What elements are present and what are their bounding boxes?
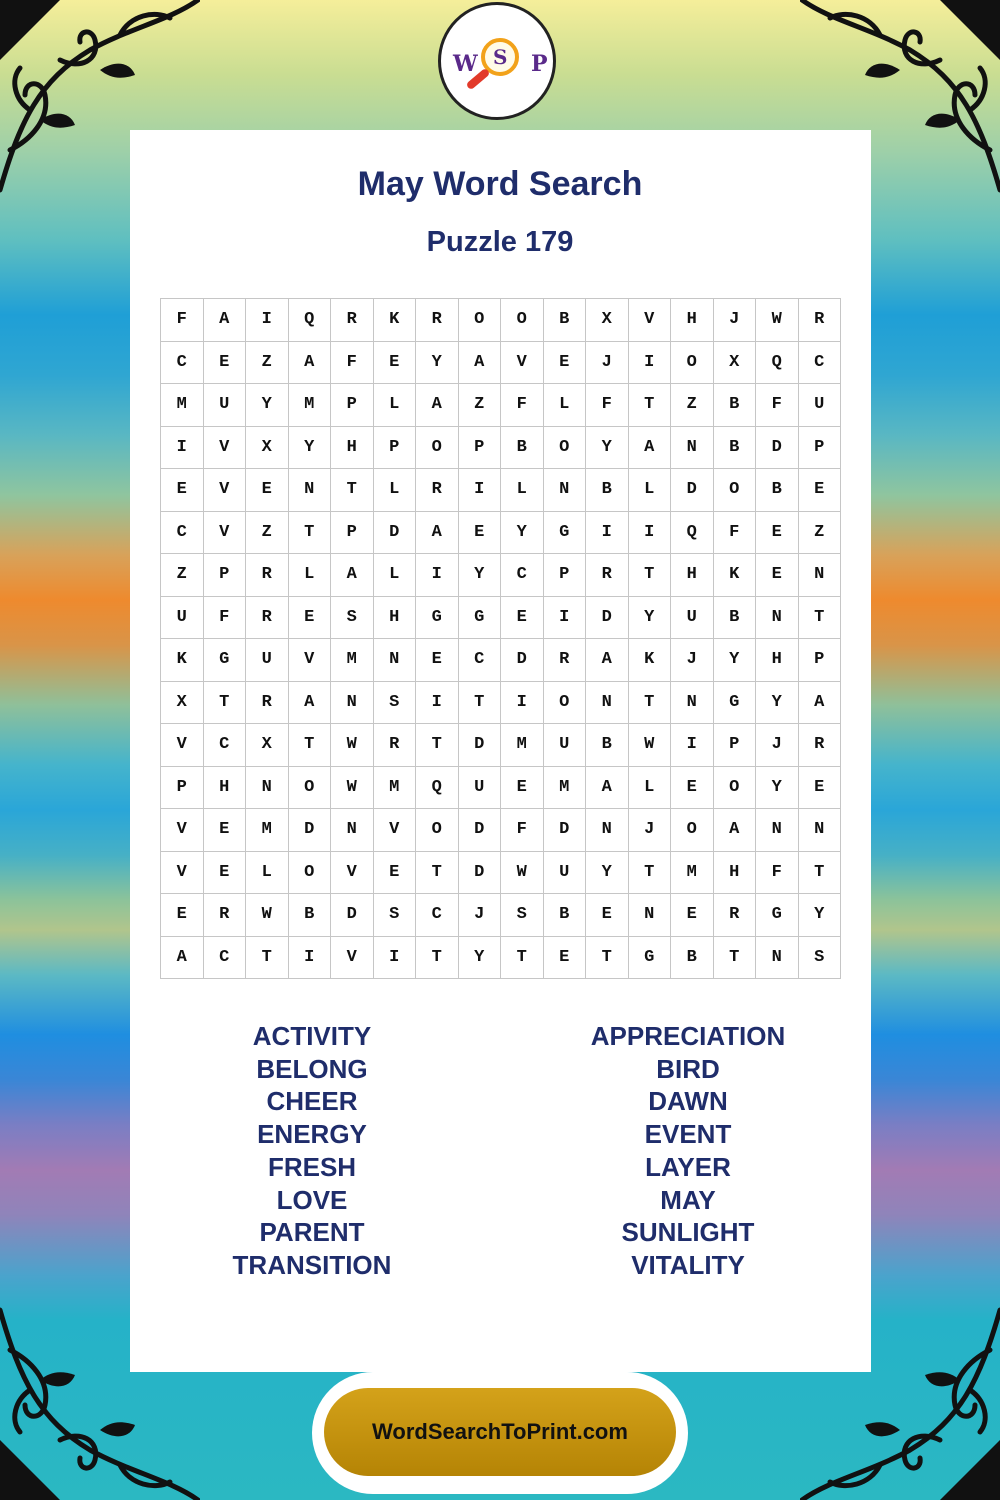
grid-cell: D: [458, 851, 501, 894]
grid-cell: I: [543, 596, 586, 639]
grid-cell: N: [246, 766, 289, 809]
grid-cell: M: [161, 384, 204, 427]
grid-cell: M: [543, 766, 586, 809]
grid-cell: O: [288, 766, 331, 809]
grid-cell: B: [586, 724, 629, 767]
grid-cell: N: [756, 809, 799, 852]
grid-cell: N: [586, 681, 629, 724]
grid-cell: J: [713, 299, 756, 342]
grid-cell: F: [756, 851, 799, 894]
grid-cell: A: [586, 766, 629, 809]
grid-cell: V: [161, 724, 204, 767]
grid-cell: T: [628, 554, 671, 597]
grid-cell: O: [288, 851, 331, 894]
grid-cell: F: [586, 384, 629, 427]
grid-cell: R: [713, 894, 756, 937]
grid-cell: I: [288, 936, 331, 979]
grid-cell: B: [756, 469, 799, 512]
grid-cell: E: [161, 894, 204, 937]
grid-cell: T: [798, 851, 841, 894]
grid-cell: B: [288, 894, 331, 937]
word-item: LAYER: [645, 1151, 731, 1182]
grid-cell: L: [288, 554, 331, 597]
grid-cell: T: [246, 936, 289, 979]
grid-cell: N: [798, 809, 841, 852]
grid-cell: E: [161, 469, 204, 512]
grid-row: [161, 554, 841, 597]
grid-cell: Y: [586, 851, 629, 894]
grid-cell: C: [501, 554, 544, 597]
grid-cell: A: [161, 936, 204, 979]
grid-cell: I: [246, 299, 289, 342]
grid-cell: O: [543, 681, 586, 724]
grid-cell: W: [501, 851, 544, 894]
grid-cell: J: [628, 809, 671, 852]
grid-cell: B: [543, 299, 586, 342]
grid-cell: T: [416, 724, 459, 767]
grid-cell: L: [628, 469, 671, 512]
grid-cell: L: [373, 384, 416, 427]
grid-cell: A: [628, 426, 671, 469]
grid-cell: P: [798, 426, 841, 469]
grid-cell: U: [543, 851, 586, 894]
grid-cell: G: [203, 639, 246, 682]
word-item: FRESH: [267, 1151, 357, 1182]
grid-cell: E: [756, 511, 799, 554]
grid-cell: P: [203, 554, 246, 597]
grid-cell: E: [756, 554, 799, 597]
grid-cell: F: [203, 596, 246, 639]
grid-cell: J: [671, 639, 714, 682]
grid-cell: E: [501, 766, 544, 809]
grid-cell: N: [756, 596, 799, 639]
grid-cell: U: [161, 596, 204, 639]
grid-cell: F: [713, 511, 756, 554]
grid-cell: V: [203, 426, 246, 469]
grid-cell: I: [628, 511, 671, 554]
grid-row: [161, 341, 841, 384]
grid-cell: E: [458, 511, 501, 554]
grid-cell: R: [246, 554, 289, 597]
word-item: BIRD: [656, 1053, 720, 1084]
grid-cell: B: [713, 596, 756, 639]
grid-cell: V: [161, 851, 204, 894]
grid-cell: E: [288, 596, 331, 639]
grid-cell: B: [586, 469, 629, 512]
grid-cell: R: [373, 724, 416, 767]
logo-letter-p: P: [531, 51, 548, 77]
grid-cell: A: [203, 299, 246, 342]
word-list-left: [162, 1020, 462, 1282]
grid-cell: M: [288, 384, 331, 427]
grid-cell: Z: [798, 511, 841, 554]
grid-cell: D: [458, 724, 501, 767]
grid-row: [161, 384, 841, 427]
site-logo: [438, 2, 556, 120]
grid-cell: P: [798, 639, 841, 682]
grid-cell: B: [713, 426, 756, 469]
grid-cell: H: [713, 851, 756, 894]
grid-cell: X: [246, 426, 289, 469]
grid-cell: O: [416, 809, 459, 852]
grid-cell: P: [458, 426, 501, 469]
grid-cell: K: [373, 299, 416, 342]
grid-cell: O: [543, 426, 586, 469]
grid-cell: T: [416, 936, 459, 979]
grid-cell: A: [713, 809, 756, 852]
grid-row: [161, 596, 841, 639]
grid-cell: N: [671, 426, 714, 469]
grid-cell: T: [331, 469, 374, 512]
grid-cell: Q: [671, 511, 714, 554]
grid-row: [161, 766, 841, 809]
grid-cell: V: [628, 299, 671, 342]
grid-row: [161, 894, 841, 937]
grid-cell: F: [161, 299, 204, 342]
grid-cell: X: [586, 299, 629, 342]
grid-cell: V: [331, 936, 374, 979]
grid-cell: T: [288, 511, 331, 554]
grid-cell: N: [288, 469, 331, 512]
grid-cell: I: [161, 426, 204, 469]
grid-cell: R: [331, 299, 374, 342]
grid-cell: V: [501, 341, 544, 384]
grid-cell: Z: [458, 384, 501, 427]
word-item: SUNLIGHT: [621, 1217, 755, 1248]
grid-cell: L: [373, 554, 416, 597]
grid-cell: R: [798, 724, 841, 767]
grid-cell: G: [416, 596, 459, 639]
word-list-right: [538, 1020, 838, 1282]
grid-row: [161, 724, 841, 767]
grid-cell: R: [586, 554, 629, 597]
grid-cell: Y: [458, 554, 501, 597]
grid-cell: E: [501, 596, 544, 639]
grid-cell: O: [713, 766, 756, 809]
grid-cell: W: [331, 724, 374, 767]
grid-cell: H: [203, 766, 246, 809]
grid-cell: E: [671, 766, 714, 809]
grid-cell: S: [331, 596, 374, 639]
grid-cell: U: [671, 596, 714, 639]
grid-cell: O: [671, 341, 714, 384]
word-item: ACTIVITY: [252, 1021, 372, 1051]
grid-cell: L: [373, 469, 416, 512]
grid-cell: O: [713, 469, 756, 512]
grid-cell: N: [628, 894, 671, 937]
grid-cell: E: [671, 894, 714, 937]
grid-cell: O: [458, 299, 501, 342]
grid-cell: D: [671, 469, 714, 512]
grid-cell: N: [586, 809, 629, 852]
word-item: VITALITY: [631, 1249, 745, 1280]
grid-cell: V: [203, 469, 246, 512]
grid-cell: B: [543, 894, 586, 937]
grid-cell: A: [416, 384, 459, 427]
grid-cell: M: [331, 639, 374, 682]
grid-cell: J: [458, 894, 501, 937]
word-item: LOVE: [276, 1184, 348, 1215]
grid-cell: W: [331, 766, 374, 809]
grid-cell: T: [628, 851, 671, 894]
grid-cell: W: [246, 894, 289, 937]
grid-cell: I: [501, 681, 544, 724]
grid-cell: E: [543, 341, 586, 384]
grid-cell: V: [288, 639, 331, 682]
word-item: CHEER: [266, 1086, 358, 1117]
grid-cell: Y: [798, 894, 841, 937]
grid-cell: L: [543, 384, 586, 427]
grid-cell: A: [416, 511, 459, 554]
grid-cell: T: [628, 384, 671, 427]
grid-cell: G: [628, 936, 671, 979]
grid-cell: A: [586, 639, 629, 682]
grid-cell: D: [288, 809, 331, 852]
grid-cell: O: [416, 426, 459, 469]
grid-cell: B: [713, 384, 756, 427]
grid-row: [161, 681, 841, 724]
grid-cell: E: [246, 469, 289, 512]
grid-cell: Y: [756, 766, 799, 809]
grid-cell: L: [628, 766, 671, 809]
grid-cell: W: [756, 299, 799, 342]
grid-cell: Y: [713, 639, 756, 682]
grid-cell: H: [331, 426, 374, 469]
grid-cell: E: [586, 894, 629, 937]
grid-cell: C: [798, 341, 841, 384]
grid-cell: L: [501, 469, 544, 512]
grid-cell: E: [798, 766, 841, 809]
grid-cell: N: [331, 681, 374, 724]
grid-cell: M: [501, 724, 544, 767]
grid-row: [161, 851, 841, 894]
grid-cell: R: [416, 469, 459, 512]
grid-cell: B: [671, 936, 714, 979]
grid-cell: X: [713, 341, 756, 384]
grid-cell: S: [501, 894, 544, 937]
grid-cell: F: [501, 809, 544, 852]
grid-cell: F: [756, 384, 799, 427]
grid-cell: Y: [756, 681, 799, 724]
grid-row: [161, 299, 841, 342]
grid-cell: A: [458, 341, 501, 384]
grid-cell: D: [501, 639, 544, 682]
grid-cell: A: [288, 681, 331, 724]
grid-cell: M: [246, 809, 289, 852]
grid-cell: T: [458, 681, 501, 724]
grid-cell: C: [203, 936, 246, 979]
grid-cell: A: [288, 341, 331, 384]
grid-row: [161, 511, 841, 554]
grid-cell: E: [203, 809, 246, 852]
grid-cell: T: [798, 596, 841, 639]
grid-cell: P: [713, 724, 756, 767]
grid-cell: V: [161, 809, 204, 852]
grid-cell: U: [458, 766, 501, 809]
grid-cell: X: [246, 724, 289, 767]
grid-row: [161, 809, 841, 852]
grid-row: [161, 936, 841, 979]
logo-letter-w: W: [453, 51, 478, 77]
site-link-button[interactable]: WordSearchToPrint.com: [324, 1388, 676, 1476]
grid-row: [161, 426, 841, 469]
grid-cell: V: [373, 809, 416, 852]
grid-cell: Y: [628, 596, 671, 639]
grid-cell: P: [161, 766, 204, 809]
grid-cell: E: [543, 936, 586, 979]
grid-cell: L: [246, 851, 289, 894]
grid-cell: T: [628, 681, 671, 724]
grid-cell: T: [288, 724, 331, 767]
grid-cell: Y: [458, 936, 501, 979]
grid-cell: H: [756, 639, 799, 682]
grid-cell: T: [586, 936, 629, 979]
grid-cell: P: [373, 426, 416, 469]
word-item: TRANSITION: [232, 1249, 392, 1280]
grid-cell: K: [628, 639, 671, 682]
grid-cell: T: [203, 681, 246, 724]
word-item: BELONG: [256, 1053, 368, 1084]
grid-cell: C: [161, 341, 204, 384]
grid-cell: P: [331, 511, 374, 554]
grid-cell: S: [798, 936, 841, 979]
grid-cell: M: [373, 766, 416, 809]
grid-cell: P: [543, 554, 586, 597]
grid-cell: I: [373, 936, 416, 979]
grid-cell: Q: [756, 341, 799, 384]
grid-cell: I: [416, 554, 459, 597]
grid-cell: X: [161, 681, 204, 724]
grid-cell: O: [671, 809, 714, 852]
grid-cell: Q: [288, 299, 331, 342]
grid-cell: N: [543, 469, 586, 512]
grid-cell: R: [416, 299, 459, 342]
word-item: PARENT: [259, 1217, 365, 1248]
grid-cell: H: [671, 554, 714, 597]
grid-cell: C: [203, 724, 246, 767]
grid-cell: R: [798, 299, 841, 342]
word-item: ENERGY: [257, 1119, 367, 1150]
grid-cell: Z: [246, 341, 289, 384]
grid-cell: E: [416, 639, 459, 682]
grid-cell: S: [373, 681, 416, 724]
grid-cell: C: [458, 639, 501, 682]
grid-cell: W: [628, 724, 671, 767]
grid-cell: G: [756, 894, 799, 937]
grid-cell: D: [458, 809, 501, 852]
grid-cell: N: [373, 639, 416, 682]
grid-cell: H: [373, 596, 416, 639]
grid-cell: U: [246, 639, 289, 682]
puzzle-number: Puzzle 179: [426, 226, 574, 258]
grid-cell: R: [543, 639, 586, 682]
grid-cell: S: [373, 894, 416, 937]
grid-cell: P: [331, 384, 374, 427]
grid-cell: J: [756, 724, 799, 767]
grid-cell: G: [543, 511, 586, 554]
grid-cell: K: [161, 639, 204, 682]
grid-cell: J: [586, 341, 629, 384]
grid-cell: Q: [416, 766, 459, 809]
grid-cell: E: [373, 341, 416, 384]
grid-cell: A: [798, 681, 841, 724]
word-item: MAY: [660, 1184, 716, 1215]
grid-cell: D: [543, 809, 586, 852]
grid-cell: G: [458, 596, 501, 639]
grid-cell: B: [501, 426, 544, 469]
grid-cell: D: [373, 511, 416, 554]
grid-cell: Z: [671, 384, 714, 427]
grid-cell: Z: [161, 554, 204, 597]
page-title: May Word Search: [357, 165, 643, 203]
grid-cell: V: [203, 511, 246, 554]
grid-cell: E: [203, 851, 246, 894]
grid-cell: Z: [246, 511, 289, 554]
word-item: DAWN: [648, 1086, 728, 1117]
grid-cell: U: [798, 384, 841, 427]
grid-cell: M: [671, 851, 714, 894]
logo-letter-s: S: [493, 45, 508, 69]
grid-cell: E: [203, 341, 246, 384]
grid-cell: O: [501, 299, 544, 342]
grid-cell: D: [756, 426, 799, 469]
grid-cell: V: [331, 851, 374, 894]
grid-cell: Y: [586, 426, 629, 469]
grid-cell: I: [458, 469, 501, 512]
grid-cell: Y: [246, 384, 289, 427]
grid-cell: C: [161, 511, 204, 554]
grid-cell: N: [331, 809, 374, 852]
grid-cell: U: [203, 384, 246, 427]
grid-cell: F: [331, 341, 374, 384]
grid-cell: R: [246, 596, 289, 639]
grid-cell: R: [203, 894, 246, 937]
grid-cell: R: [246, 681, 289, 724]
grid-cell: T: [501, 936, 544, 979]
grid-cell: G: [713, 681, 756, 724]
word-item: EVENT: [644, 1119, 732, 1150]
grid-cell: Y: [288, 426, 331, 469]
grid-cell: D: [586, 596, 629, 639]
grid-cell: Y: [501, 511, 544, 554]
grid-cell: I: [416, 681, 459, 724]
grid-cell: I: [671, 724, 714, 767]
grid-row: [161, 469, 841, 512]
grid-cell: Y: [416, 341, 459, 384]
grid-cell: N: [756, 936, 799, 979]
grid-cell: I: [586, 511, 629, 554]
grid-cell: U: [543, 724, 586, 767]
grid-cell: T: [713, 936, 756, 979]
grid-cell: N: [798, 554, 841, 597]
grid-cell: A: [331, 554, 374, 597]
grid-row: [161, 639, 841, 682]
grid-cell: N: [671, 681, 714, 724]
grid-cell: H: [671, 299, 714, 342]
letter-grid: [160, 298, 841, 979]
grid-cell: E: [373, 851, 416, 894]
grid-cell: I: [628, 341, 671, 384]
grid-cell: C: [416, 894, 459, 937]
grid-cell: K: [713, 554, 756, 597]
grid-cell: F: [501, 384, 544, 427]
grid-cell: E: [798, 469, 841, 512]
grid-cell: D: [331, 894, 374, 937]
grid-cell: T: [416, 851, 459, 894]
word-item: APPRECIATION: [590, 1021, 786, 1051]
